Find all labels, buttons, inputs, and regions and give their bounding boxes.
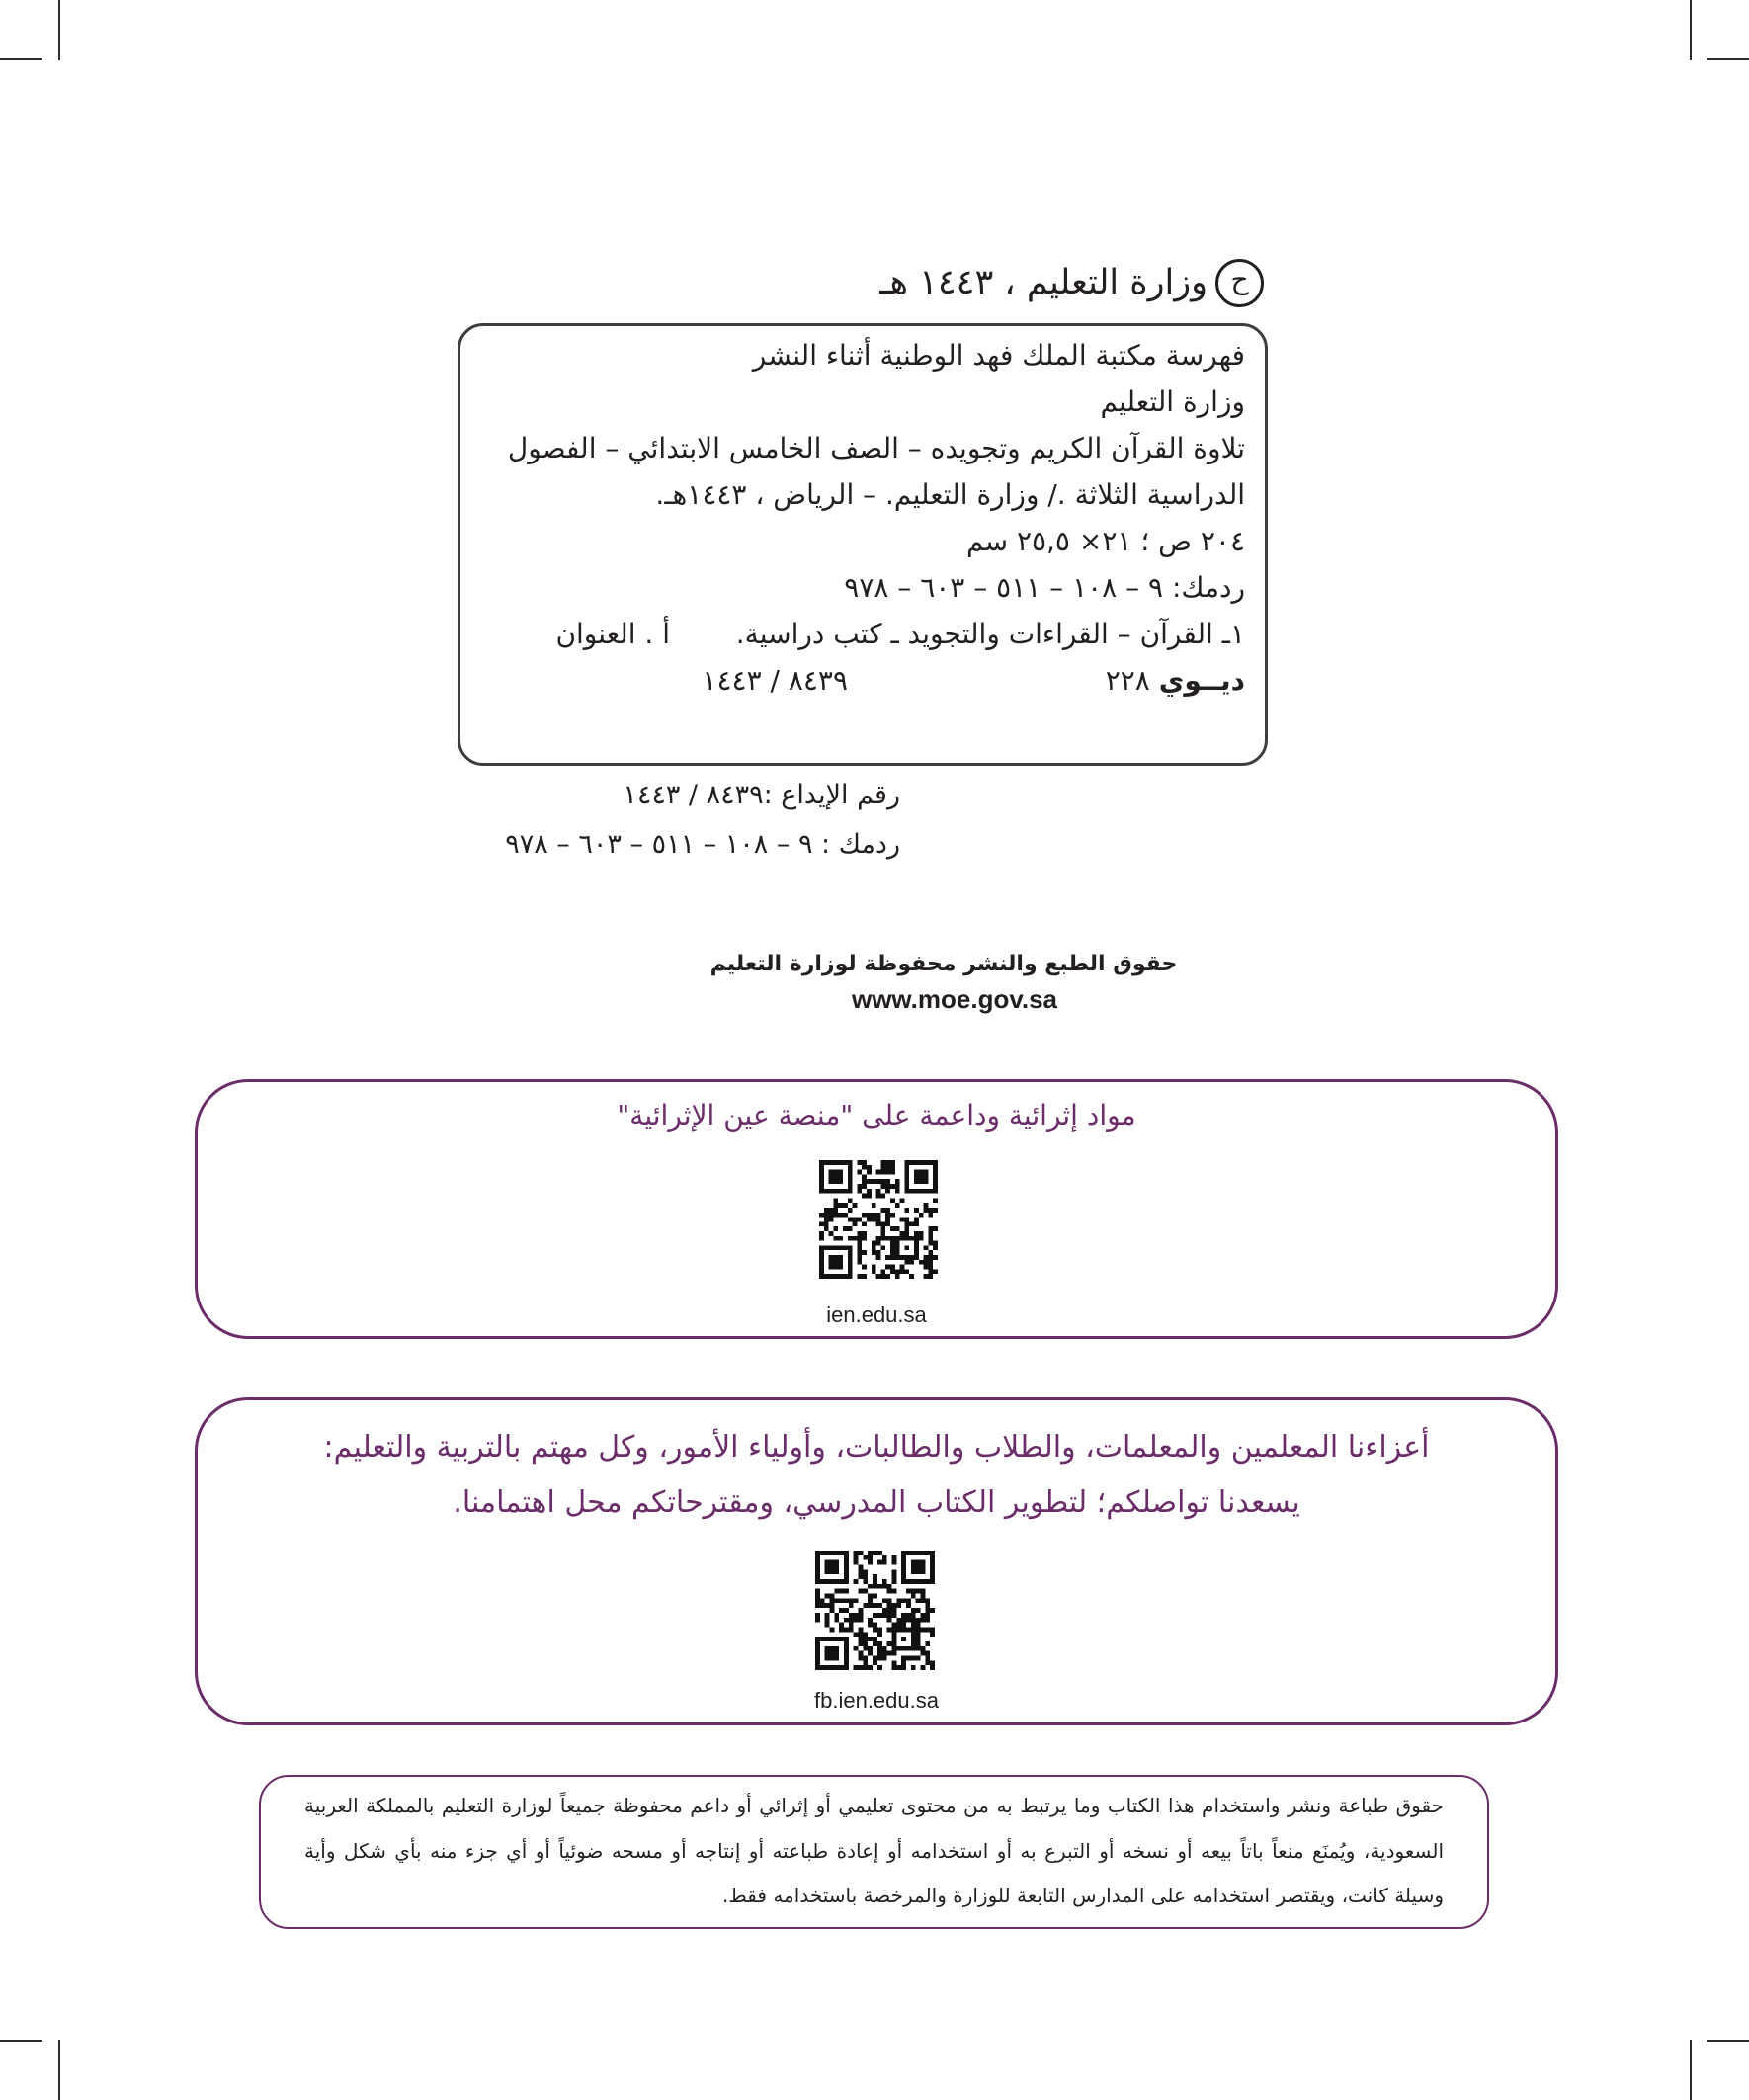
catalog-line-title: تلاوة القرآن الكريم وتجويده – الصف الخامس الابتدائي – الفصول bbox=[507, 432, 1245, 464]
deposit-number: رقم الإيداع :٨٤٣٩ / ١٤٤٣ bbox=[623, 780, 900, 810]
page-title: وزارة التعليم ، ١٤٤٣ هـ bbox=[879, 263, 1208, 302]
dewey-label: ديــوي bbox=[1158, 664, 1245, 697]
call-number: ٨٤٣٩ / ١٤٤٣ bbox=[702, 664, 848, 697]
enrichment-url: ien.edu.sa bbox=[826, 1302, 927, 1327]
qr-code-icon bbox=[819, 1160, 938, 1279]
enrichment-title: مواد إثرائية وداعمة على "منصة عين الإثرائية" bbox=[617, 1099, 1136, 1132]
crop-mark-top-right-horizontal bbox=[1707, 58, 1749, 60]
cataloging-in-publication-box bbox=[458, 323, 1268, 766]
deposit-info bbox=[505, 771, 900, 870]
legal-notice-box bbox=[259, 1775, 1489, 1929]
crop-mark-bottom-right-horizontal bbox=[1707, 2040, 1749, 2042]
notice-line: حقوق طباعة ونشر واستخدام هذا الكتاب وما يرتبط به من محتوى تعليمي أو إثرائي أو داعم محفوظة جميعاً لوزارة التعليم بالمملكة العربية bbox=[304, 1794, 1444, 1817]
feedback-url: fb.ien.edu.sa bbox=[814, 1688, 939, 1713]
qr-code-icon bbox=[815, 1551, 935, 1670]
notice-line: السعودية، ويُمنَع منعاً باتاً بيعه أو نسخه أو التبرع به أو استخدامه أو إعادة طباعته أو إنتاجه أو مسحه ضوئياً أو أي جزء منه بأي شكل وأية bbox=[304, 1838, 1444, 1863]
catalog-line-pages: ٢٠٤ ص ؛ ٢١× ٢٥,٥ سم bbox=[965, 525, 1245, 557]
catalog-title-entry: أ . العنوان bbox=[555, 618, 670, 650]
catalog-subject: ١ـ القرآن – القراءات والتجويد ـ كتب دراسية. bbox=[735, 618, 1245, 650]
catalog-line-title-continued: الدراسية الثلاثة ./ وزارة التعليم. – الرياض ، ١٤٤٣هـ. bbox=[655, 478, 1245, 511]
dewey-number: ٢٢٨ bbox=[1105, 664, 1150, 697]
feedback-greeting: أعزاءنا المعلمين والمعلمات، والطلاب والطالبات، وأولياء الأمور، وكل مهتم بالتربية والتعليم: bbox=[323, 1430, 1430, 1465]
enrichment-platform-box bbox=[195, 1079, 1558, 1339]
crop-mark-bottom-right-vertical bbox=[1690, 2040, 1692, 2100]
qr-code-modules bbox=[815, 1551, 935, 1670]
catalog-line-isbn: ردمك: ٩ – ١٠٨ – ٥١١ – ٦٠٣ – ٩٧٨ bbox=[844, 571, 1245, 604]
feedback-message: يسعدنا تواصلكم؛ لتطوير الكتاب المدرسي، ومقترحاتكم محل اهتمامنا. bbox=[453, 1485, 1300, 1520]
deposit-isbn: ردمك : ٩ – ١٠٨ – ٥١١ – ٦٠٣ – ٩٧٨ bbox=[505, 829, 900, 860]
notice-line: وسيلة كانت، ويقتصر استخدامه على المدارس التابعة للوزارة والمرخصة باستخدامه فقط. bbox=[721, 1884, 1444, 1907]
catalog-line-subjects bbox=[480, 611, 1245, 657]
crop-mark-top-left-vertical bbox=[58, 0, 60, 60]
catalog-line-heading: فهرسة مكتبة الملك فهد الوطنية أثناء النشر bbox=[752, 339, 1245, 372]
copyright-seal-icon bbox=[1215, 259, 1264, 307]
catalog-line-author: وزارة التعليم bbox=[1100, 385, 1245, 418]
crop-mark-bottom-left-vertical bbox=[58, 2040, 60, 2100]
catalog-line-classification bbox=[480, 657, 1245, 704]
qr-code-modules bbox=[819, 1160, 938, 1279]
crop-mark-top-right-vertical bbox=[1690, 0, 1692, 60]
seal-letter: ح bbox=[1230, 262, 1249, 295]
crop-mark-bottom-left-horizontal bbox=[0, 2040, 42, 2042]
rights-statement: حقوق الطبع والنشر محفوظة لوزارة التعليم bbox=[709, 952, 1178, 976]
feedback-box bbox=[195, 1397, 1558, 1725]
crop-mark-top-left-horizontal bbox=[0, 58, 42, 60]
ministry-website: www.moe.gov.sa bbox=[851, 984, 1058, 1014]
